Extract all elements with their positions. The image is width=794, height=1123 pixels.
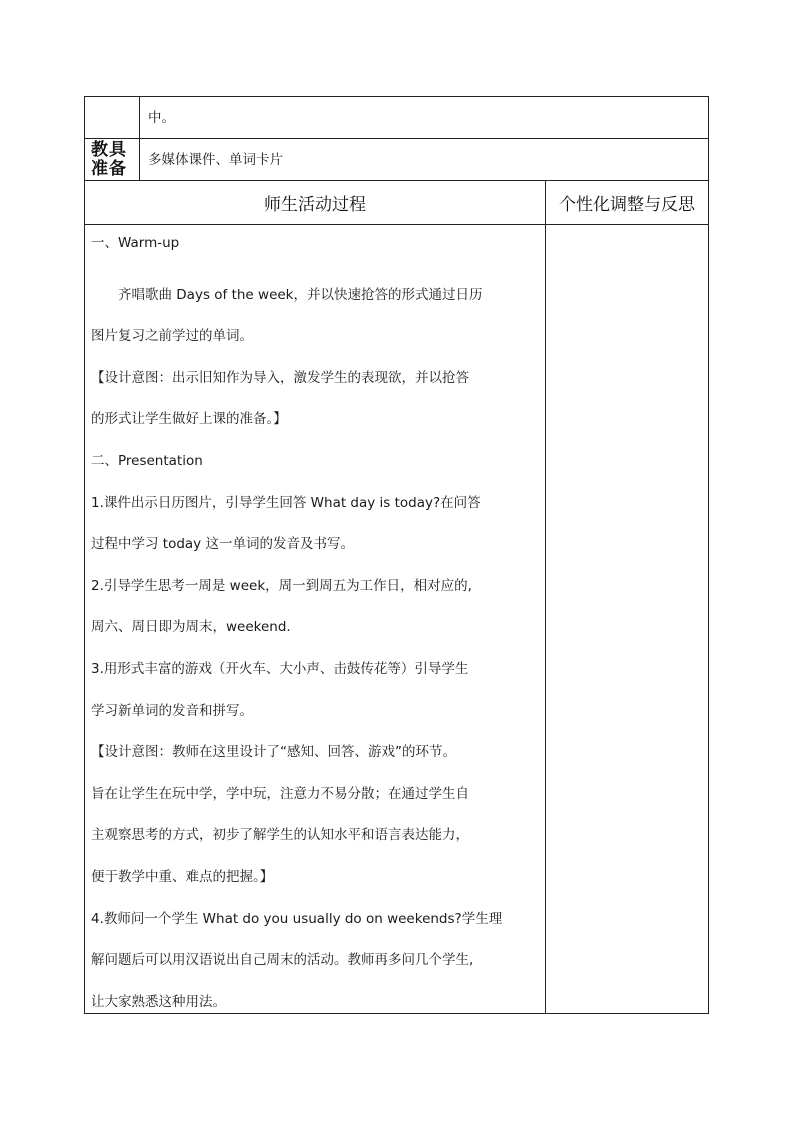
process-line: 学习新单词的发音和拼写。 bbox=[91, 702, 253, 719]
process-cell bbox=[85, 225, 546, 1013]
process-line: 便于教学中重、难点的把握。】 bbox=[91, 868, 274, 885]
process-line: 一、Warm-up bbox=[91, 235, 180, 251]
process-line: 2.引导学生思考一周是 week，周一到周五为工作日，相对应的, bbox=[91, 577, 472, 594]
table-row-continuation bbox=[85, 97, 708, 139]
process-line: 4.教师问一个学生 What do you usually do on weekends?学生理 bbox=[91, 910, 503, 927]
teaching-aids-label-cell bbox=[85, 139, 140, 180]
process-line: 【设计意图：出示旧知作为导入，激发学生的表现欲，并以抢答 bbox=[91, 369, 469, 386]
process-line: 二、Presentation bbox=[91, 452, 203, 469]
lesson-plan-table bbox=[84, 96, 709, 1014]
continuation-text: 中。 bbox=[148, 110, 175, 126]
teaching-aids-value: 多媒体课件、单词卡片 bbox=[148, 152, 283, 168]
process-line: 的形式让学生做好上课的准备。】 bbox=[91, 411, 287, 428]
process-line: 【设计意图：教师在这里设计了“感知、回答、游戏”的环节。 bbox=[91, 744, 456, 761]
table-body-row bbox=[85, 225, 708, 1013]
process-line: 1.课件出示日历图片，引导学生回答 What day is today?在问答 bbox=[91, 494, 481, 511]
process-line: 周六、周日即为周末，weekend. bbox=[91, 619, 291, 636]
table-row-teaching-aids bbox=[85, 139, 708, 181]
process-line: 3.用形式丰富的游戏（开火车、大小声、击鼓传花等）引导学生 bbox=[91, 660, 469, 677]
process-line: 让大家熟悉这种用法。 bbox=[91, 993, 226, 1010]
process-line: 解问题后可以用汉语说出自己周末的活动。教师再多问几个学生, bbox=[91, 952, 474, 969]
process-line: 过程中学习 today 这一单词的发音及书写。 bbox=[91, 536, 354, 553]
table-header-row bbox=[85, 181, 708, 225]
reflection-header: 个性化调整与反思 bbox=[559, 195, 695, 215]
process-line: 图片复习之前学过的单词。 bbox=[91, 328, 253, 345]
row-label-cell bbox=[85, 97, 140, 138]
process-line: 齐唱歌曲 Days of the week，并以快速抢答的形式通过日历 bbox=[118, 286, 483, 303]
teaching-aids-label: 教具 准备 bbox=[91, 140, 127, 179]
process-line: 主观察思考的方式，初步了解学生的认知水平和语言表达能力， bbox=[91, 827, 469, 844]
process-line: 旨在让学生在玩中学，学中玩，注意力不易分散；在通过学生自 bbox=[91, 785, 469, 802]
process-header: 师生活动过程 bbox=[85, 181, 546, 224]
reflection-cell bbox=[546, 225, 708, 1013]
